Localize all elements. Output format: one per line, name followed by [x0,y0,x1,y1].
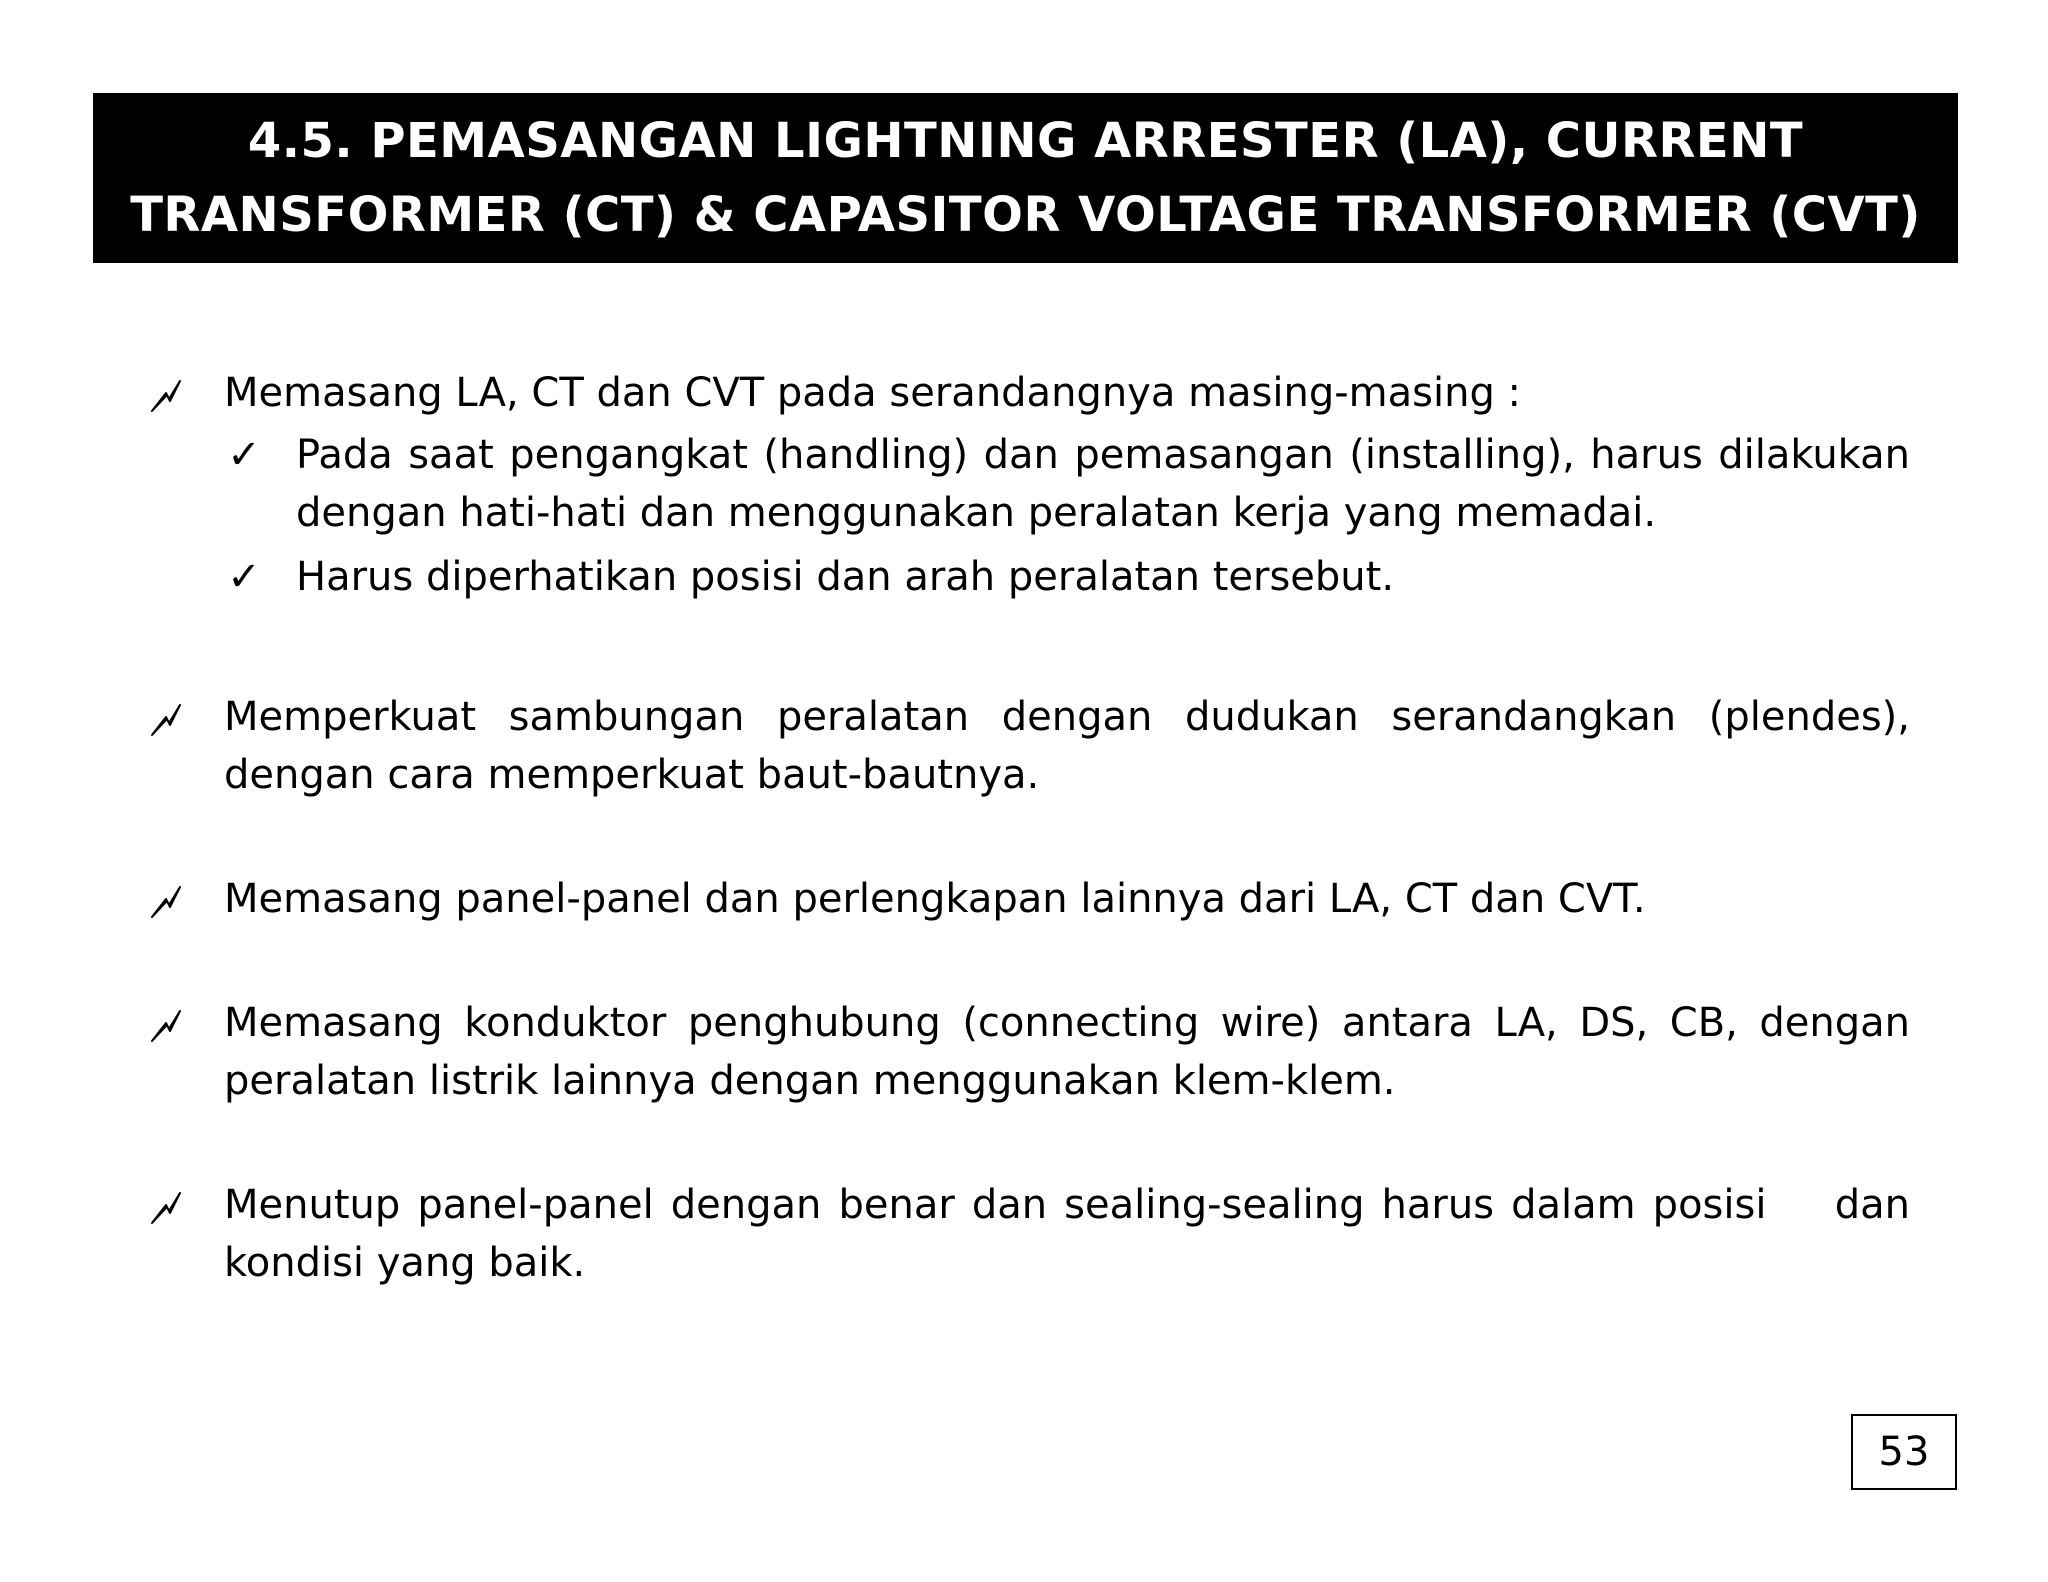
lightning-bolt-icon [148,884,184,920]
bullet-item-4 [148,994,1910,1110]
bullet-list [148,364,1923,1292]
sub-item-text: Harus diperhatikan posisi dan arah peralatan tersebut. [296,554,1395,600]
bullet-text: Memperkuat sambungan peralatan dengan dudukan serandangkan (plendes), dengan cara memperkuat baut-bautnya. [224,694,1910,798]
bullet-item-1 [148,364,1910,606]
bullet-text: Memasang LA, CT dan CVT pada serandangnya masing-masing : [224,370,1522,416]
section-title-line-2: TRANSFORMER (CT) & CAPASITOR VOLTAGE TRANSFORMER (CVT) [130,187,1921,243]
checkmark-icon: ✓ [227,554,261,600]
section-title-line-1: 4.5. PEMASANGAN LIGHTNING ARRESTER (LA), CURRENT [247,113,1804,169]
bullet-item-5 [148,1176,1923,1292]
sub-item-1 [224,426,1910,542]
lightning-bolt-icon [148,702,184,738]
section-title [93,93,1958,263]
checkmark-icon: ✓ [227,432,261,478]
bullet-text: Menutup panel-panel dengan benar dan sealing-sealing harus dalam posisi dan kondisi yang baik. [224,1182,1923,1286]
bullet-item-2 [148,688,1910,804]
lightning-bolt-icon [148,378,184,414]
sub-item-text: Pada saat pengangkat (handling) dan pemasangan (installing), harus dilakukan dengan hati-hati dan menggunakan peralatan kerja yang memadai. [296,432,1910,536]
bullet-text: Memasang panel-panel dan perlengkapan lainnya dari LA, CT dan CVT. [224,876,1646,922]
sub-list [224,426,1910,606]
bullet-text: Memasang konduktor penghubung (connecting wire) antara LA, DS, CB, dengan peralatan listrik lainnya dengan menggunakan klem-klem. [224,1000,1910,1104]
sub-item-2 [224,548,1910,606]
page-number: 53 [1851,1414,1957,1490]
bullet-item-3 [148,870,1910,928]
lightning-bolt-icon [148,1008,184,1044]
lightning-bolt-icon [148,1190,184,1226]
